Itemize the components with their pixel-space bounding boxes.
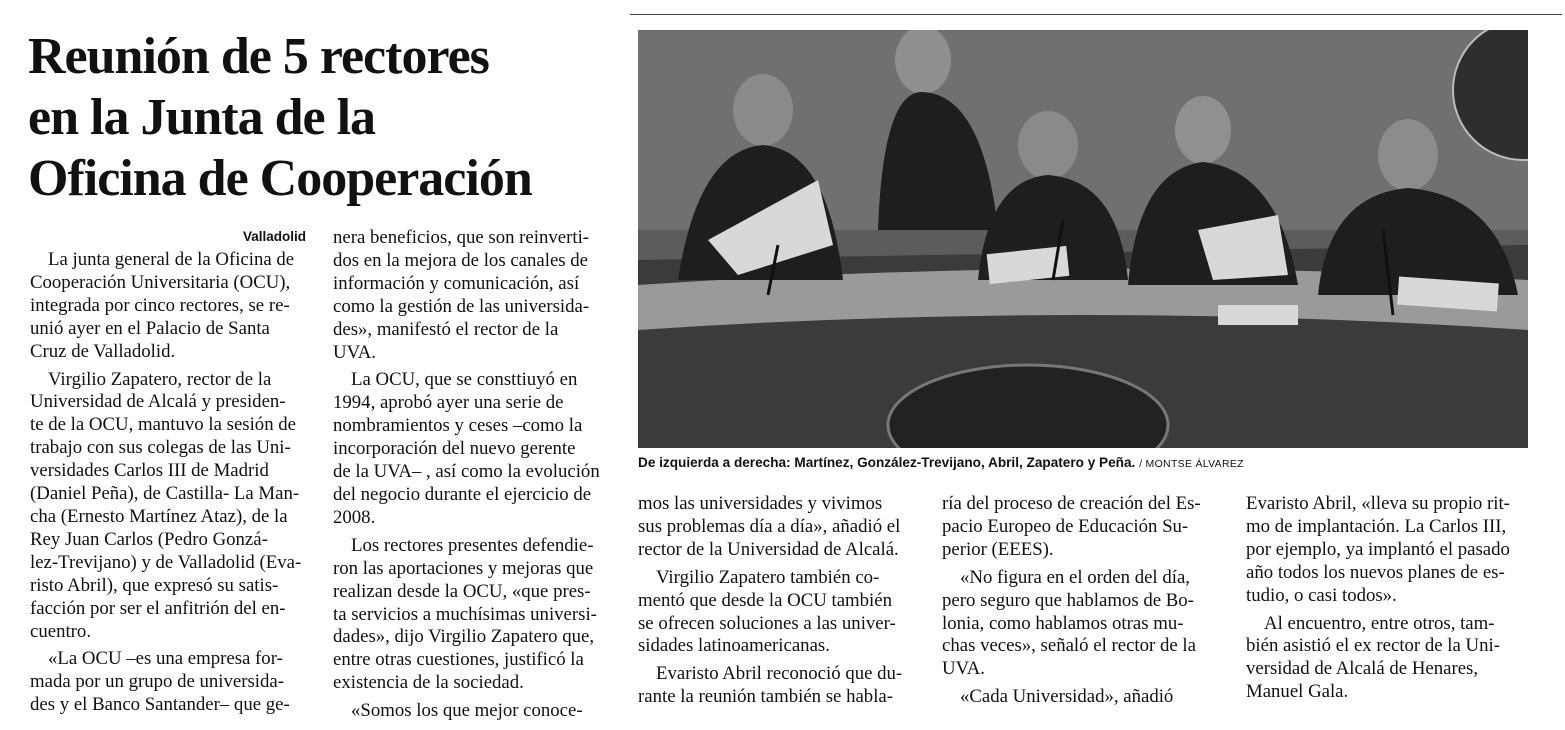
text-line: lez-Trevijano) y de Valladolid (Eva- <box>30 551 302 573</box>
text-line: año todos los nuevos planes de es- <box>1246 561 1505 583</box>
paragraph <box>638 663 916 709</box>
text-line: dades», dijo Virgilio Zapatero que, <box>333 626 595 648</box>
paragraph <box>333 369 611 529</box>
text-line: versidades Carlos III de Madrid <box>30 460 269 482</box>
text-line: unió ayer en el Palacio de Santa <box>30 317 270 339</box>
caption-text: De izquierda a derecha: Martínez, González-Trevijano, Abril, Zapatero y Peña. <box>638 455 1136 470</box>
paragraph <box>30 648 308 717</box>
paragraph <box>333 700 611 723</box>
paragraph <box>942 493 1222 562</box>
text-line: mos las universidades y vivimos <box>638 493 883 514</box>
photo-caption <box>638 455 1538 470</box>
text-line: des y el Banco Santander– que ge- <box>30 694 290 716</box>
text-line: pero seguro que hablamos de Bo- <box>942 589 1194 611</box>
text-line: des», manifestó el rector de la <box>333 318 559 340</box>
text-line: Al encuentro, entre otros, tam- <box>1264 612 1495 634</box>
text-line: (Daniel Peña), de Castilla- La Man- <box>30 483 300 505</box>
paragraph <box>942 686 1222 709</box>
photo-credit: / MONTSE ÁLVAREZ <box>1139 458 1244 470</box>
text-line: te de la OCU, mantuvo la sesión de <box>30 414 297 436</box>
top-rule <box>630 14 1562 15</box>
text-line: Evaristo Abril, «lleva su propio rit- <box>1246 493 1510 514</box>
text-line: rante la reunión también se habla- <box>638 686 894 708</box>
paragraph <box>30 249 308 364</box>
text-line: risto Abril), que expresó su satis- <box>30 574 279 596</box>
text-line: existencia de la sociedad. <box>333 672 524 694</box>
text-line: tudio, o casi todos». <box>1246 584 1397 606</box>
text-line: mo de implantación. La Carlos III, <box>1246 515 1507 537</box>
text-line: se ofrecen soluciones a las univer- <box>638 612 896 634</box>
text-line: rector de la Universidad de Alcalá. <box>638 538 899 560</box>
paragraph <box>638 493 916 562</box>
text-line: nombramientos y ceses –como la <box>333 415 583 437</box>
text-line: «No figura en el orden del día, <box>960 566 1190 588</box>
text-column-3 <box>638 493 916 709</box>
text-line: Cooperación Universitaria (OCU), <box>30 271 291 293</box>
text-line: trabajo con sus colegas de las Uni- <box>30 437 291 459</box>
text-line: versidad de Alcalá de Henares, <box>1246 658 1479 680</box>
paragraph <box>1246 493 1528 608</box>
text-line: La junta general de la Oficina de <box>48 249 295 270</box>
text-line: UVA. <box>333 341 376 363</box>
text-line: chas veces», señaló el rector de la <box>942 635 1196 657</box>
text-line: sus problemas día a día», añadió el <box>638 515 901 537</box>
text-line: La OCU, que se consttiuyó en <box>351 369 578 391</box>
text-line: 2008. <box>333 506 376 528</box>
paragraph <box>333 535 611 695</box>
text-line: Universidad de Alcalá y presiden- <box>30 391 286 413</box>
text-line: pacio Europeo de Educación Su- <box>942 515 1189 537</box>
text-line: integrada por cinco rectores, se re- <box>30 294 290 316</box>
text-line: UVA. <box>942 658 985 680</box>
text-line: ron las aportaciones y mejoras que <box>333 557 594 579</box>
text-line: ría del proceso de creación del Es- <box>942 493 1201 514</box>
text-line: lonia, como hablamos otras mu- <box>942 612 1184 634</box>
text-line: de la UVA– , así como la evolución <box>333 461 600 483</box>
headline-line: Reunión de 5 rectores <box>28 28 489 85</box>
text-line: cuentro. <box>30 620 92 642</box>
text-line: ta servicios a muchísimas universi- <box>333 603 597 625</box>
text-line: sidades latinoamericanas. <box>638 635 830 657</box>
text-line: perior (EEES). <box>942 538 1054 560</box>
text-line: del negocio durante el ejercicio de <box>333 483 592 505</box>
text-line: Los rectores presentes defendie- <box>351 534 594 556</box>
text-line: mentó que desde la OCU también <box>638 589 893 611</box>
text-column-1 <box>30 249 308 717</box>
text-line: Cruz de Valladolid. <box>30 340 176 362</box>
headline-line: Oficina de Cooperación <box>28 150 532 207</box>
text-line: incorporación del nuevo gerente <box>333 438 576 460</box>
text-line: mada por un grupo de universida- <box>30 671 284 693</box>
paragraph <box>1246 613 1528 705</box>
text-line: «Cada Universidad», añadió <box>960 686 1174 708</box>
text-line: como la gestión de las universida- <box>333 295 590 317</box>
text-line: dos en la mejora de los canales de <box>333 249 589 271</box>
text-line: por ejemplo, ya implantó el pasado <box>1246 538 1510 560</box>
text-line: 1994, aprobó ayer una serie de <box>333 392 564 414</box>
news-photo <box>638 30 1528 448</box>
paragraph <box>333 227 611 364</box>
text-line: bién asistió el ex rector de la Uni- <box>1246 635 1500 657</box>
paragraph <box>638 567 916 659</box>
text-line: Evaristo Abril reconoció que du- <box>656 663 903 685</box>
text-line: Manuel Gala. <box>1246 681 1349 703</box>
text-line: «La OCU –es una empresa for- <box>48 648 283 670</box>
text-line: información y comunicación, así <box>333 272 580 294</box>
headline <box>28 26 628 209</box>
text-column-2 <box>333 227 611 723</box>
text-line: Virgilio Zapatero, rector de la <box>48 368 272 390</box>
paragraph <box>942 567 1222 682</box>
text-line: cha (Ernesto Martínez Ataz), de la <box>30 505 288 527</box>
dateline: Valladolid <box>242 229 306 244</box>
text-line: Virgilio Zapatero también co- <box>656 566 880 588</box>
text-column-4 <box>942 493 1222 709</box>
text-line: nera beneficios, que son reinverti- <box>333 227 590 248</box>
text-line: entre otras cuestiones, justificó la <box>333 649 584 671</box>
headline-line: en la Junta de la <box>28 89 376 146</box>
text-line: realizan desde la OCU, «que pres- <box>333 580 591 602</box>
text-column-5 <box>1246 493 1528 704</box>
text-line: facción por ser el anfitrión del en- <box>30 597 286 619</box>
text-line: Rey Juan Carlos (Pedro Gonzá- <box>30 528 268 550</box>
text-line: «Somos los que mejor conoce- <box>351 700 583 722</box>
paragraph <box>30 369 308 644</box>
